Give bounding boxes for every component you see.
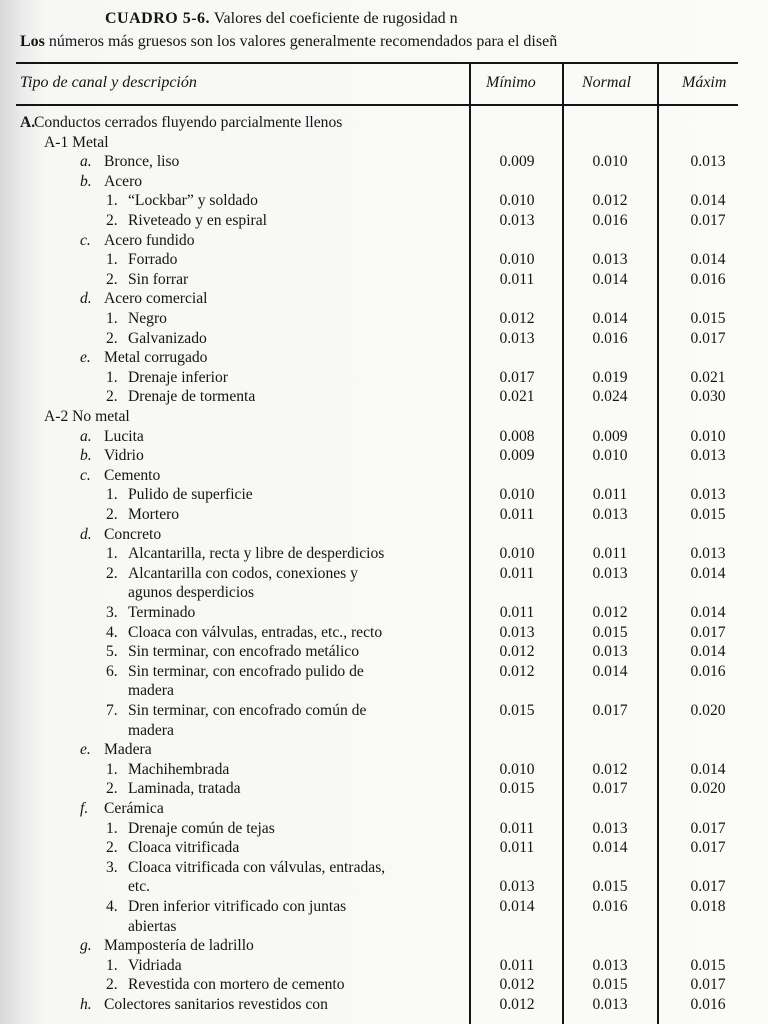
table-row xyxy=(0,505,768,525)
row-text: Drenaje común de tejas xyxy=(128,819,275,837)
header-top-rule xyxy=(16,62,738,64)
row-text: Conductos cerrados fluyendo parcialmente llenos xyxy=(34,114,343,131)
row-text: “Lockbar” y soldado xyxy=(128,192,258,210)
row-marker: h. xyxy=(80,996,92,1013)
row-description xyxy=(106,975,345,995)
value-max: 0.014 xyxy=(690,564,726,582)
table-row xyxy=(0,760,768,780)
row-marker: A. xyxy=(20,114,36,131)
row-marker: 1. xyxy=(106,760,118,778)
row-description xyxy=(106,897,346,917)
value-normal: 0.012 xyxy=(592,760,628,778)
row-marker: g. xyxy=(80,937,92,955)
row-marker: 2. xyxy=(106,329,118,347)
row-marker: 7. xyxy=(106,702,118,719)
row-description xyxy=(106,838,239,858)
row-marker: b. xyxy=(80,172,92,190)
row-description xyxy=(106,779,241,799)
table-row xyxy=(0,466,768,486)
row-description xyxy=(80,348,207,368)
row-marker: 2. xyxy=(106,976,118,994)
value-normal: 0.014 xyxy=(592,310,628,327)
row-marker: 3. xyxy=(106,858,118,876)
row-marker: a. xyxy=(80,427,92,445)
row-description xyxy=(106,701,366,721)
row-description xyxy=(106,211,267,231)
row-description xyxy=(106,858,385,878)
table-row xyxy=(0,211,768,231)
value-normal: 0.024 xyxy=(592,388,628,406)
value-max: 0.017 xyxy=(690,623,726,641)
row-marker: 1. xyxy=(106,192,118,210)
row-marker: b. xyxy=(80,447,92,465)
row-marker: 4. xyxy=(106,898,118,915)
value-normal: 0.013 xyxy=(592,819,628,837)
table-row xyxy=(0,701,768,721)
table-row xyxy=(0,348,768,368)
row-text: Revestida con mortero de cemento xyxy=(128,976,345,994)
value-normal: 0.015 xyxy=(592,976,628,994)
value-max: 0.010 xyxy=(690,427,726,445)
table-row xyxy=(0,525,768,545)
row-marker: e. xyxy=(80,741,91,759)
row-text: Acero comercial xyxy=(104,290,208,308)
value-max: 0.017 xyxy=(690,839,726,857)
table-row xyxy=(0,172,768,192)
value-normal: 0.014 xyxy=(592,839,628,857)
row-text: Acero fundido xyxy=(104,231,195,249)
table-row xyxy=(0,191,768,211)
value-min: 0.013 xyxy=(499,212,535,229)
value-normal: 0.019 xyxy=(592,368,628,386)
row-marker: d. xyxy=(80,290,92,308)
row-description xyxy=(80,152,179,172)
value-max: 0.020 xyxy=(690,780,726,798)
value-min: 0.011 xyxy=(499,839,535,857)
row-marker: 2. xyxy=(106,564,118,582)
row-description xyxy=(106,505,179,525)
row-description xyxy=(106,250,177,270)
table-row xyxy=(0,623,768,643)
value-max: 0.013 xyxy=(690,153,726,171)
row-marker: 4. xyxy=(106,623,118,641)
row-text: Laminada, tratada xyxy=(128,780,241,798)
value-max: 0.015 xyxy=(690,956,726,974)
table-row xyxy=(0,427,768,447)
table-row xyxy=(0,231,768,251)
table-row xyxy=(0,152,768,172)
value-max: 0.030 xyxy=(690,388,726,406)
row-marker: e. xyxy=(80,349,91,367)
row-description xyxy=(80,799,164,819)
row-description xyxy=(106,877,150,897)
table-row xyxy=(0,485,768,505)
table-row xyxy=(0,721,768,741)
row-description xyxy=(106,368,228,388)
row-text: Galvanizado xyxy=(128,329,207,347)
table-row xyxy=(0,936,768,956)
row-description xyxy=(106,309,167,329)
row-description xyxy=(106,387,255,407)
value-normal: 0.010 xyxy=(592,153,628,171)
value-normal: 0.013 xyxy=(592,996,628,1013)
row-text: Mortero xyxy=(128,506,180,523)
value-max: 0.013 xyxy=(690,486,726,504)
row-description xyxy=(106,760,229,780)
row-text: Cemento xyxy=(104,466,161,484)
table-title-text: Valores del coeficiente de rugosidad n xyxy=(213,10,458,27)
value-min: 0.011 xyxy=(499,956,535,974)
table-row xyxy=(0,270,768,290)
table-row xyxy=(0,917,768,937)
value-max: 0.017 xyxy=(690,329,726,347)
row-description xyxy=(80,231,195,251)
row-description xyxy=(106,662,364,682)
value-min: 0.010 xyxy=(499,192,535,210)
row-marker: c. xyxy=(80,231,91,249)
row-text: Cerámica xyxy=(104,800,164,817)
row-text: Alcantarilla con codos, conexiones y xyxy=(128,564,358,582)
column-header-min: Mínimo xyxy=(486,74,536,91)
row-description xyxy=(80,995,328,1015)
value-max: 0.014 xyxy=(690,760,726,778)
value-min: 0.011 xyxy=(499,564,535,582)
value-max: 0.017 xyxy=(690,212,726,229)
value-max: 0.014 xyxy=(690,192,726,210)
table-row xyxy=(0,113,768,133)
value-min: 0.009 xyxy=(499,153,535,171)
row-description xyxy=(80,427,144,447)
row-description xyxy=(106,721,174,741)
row-text: A-2 No metal xyxy=(44,408,130,425)
row-marker: c. xyxy=(80,466,91,484)
row-description xyxy=(80,740,152,760)
value-min: 0.010 xyxy=(499,760,535,778)
value-min: 0.011 xyxy=(499,604,535,621)
value-max: 0.014 xyxy=(690,251,726,269)
value-normal: 0.016 xyxy=(592,212,628,229)
value-max: 0.015 xyxy=(690,506,726,523)
row-description xyxy=(80,525,161,545)
row-marker: 1. xyxy=(106,486,118,504)
row-description xyxy=(106,583,254,603)
row-description xyxy=(106,485,253,505)
row-marker: 1. xyxy=(106,251,118,269)
row-text: Negro xyxy=(128,310,167,327)
row-marker: 2. xyxy=(106,506,118,523)
table-row xyxy=(0,662,768,682)
row-marker: 1. xyxy=(106,368,118,386)
row-text: Cloaca vitrificada con válvulas, entradas, xyxy=(128,858,386,876)
table-row xyxy=(0,544,768,564)
row-text: Sin terminar, con encofrado común de xyxy=(128,702,367,719)
table-row xyxy=(0,740,768,760)
value-min: 0.009 xyxy=(499,447,535,465)
value-normal: 0.011 xyxy=(592,545,628,563)
value-max: 0.017 xyxy=(690,878,726,896)
table-row xyxy=(0,309,768,329)
table-row xyxy=(0,819,768,839)
row-marker: 6. xyxy=(106,662,118,680)
row-text: Pulido de superficie xyxy=(128,486,253,504)
row-description xyxy=(106,642,359,662)
header-bottom-rule xyxy=(16,104,738,106)
row-text: Drenaje inferior xyxy=(128,368,229,386)
row-text: Machihembrada xyxy=(128,760,230,778)
row-description xyxy=(80,172,142,192)
row-text: Concreto xyxy=(104,525,162,543)
row-description xyxy=(106,544,384,564)
column-header-description: Tipo de canal y descripción xyxy=(20,74,197,91)
value-min: 0.015 xyxy=(499,780,535,798)
row-marker: f. xyxy=(80,800,89,817)
value-normal: 0.011 xyxy=(592,486,628,504)
table-row xyxy=(0,603,768,623)
row-text: etc. xyxy=(128,878,151,896)
row-description xyxy=(80,289,207,309)
value-max: 0.014 xyxy=(690,643,726,661)
table-row xyxy=(0,799,768,819)
value-min: 0.011 xyxy=(499,270,535,288)
row-marker: 2. xyxy=(106,212,118,229)
table-row xyxy=(0,289,768,309)
row-description xyxy=(20,113,342,133)
table-row xyxy=(0,250,768,270)
row-description xyxy=(106,917,177,937)
value-normal: 0.017 xyxy=(592,780,628,798)
row-text: Riveteado y en espiral xyxy=(128,212,267,229)
value-normal: 0.016 xyxy=(592,329,628,347)
value-min: 0.008 xyxy=(499,427,535,445)
subtitle-lead: Los xyxy=(20,33,45,50)
value-min: 0.011 xyxy=(499,819,535,837)
row-text: Metal corrugado xyxy=(104,349,208,367)
value-max: 0.016 xyxy=(690,662,726,680)
value-max: 0.013 xyxy=(690,545,726,563)
row-text: abiertas xyxy=(128,917,177,935)
value-min: 0.010 xyxy=(499,251,535,269)
value-min: 0.013 xyxy=(499,329,535,347)
table-row xyxy=(0,877,768,897)
value-min: 0.010 xyxy=(499,486,535,504)
value-min: 0.012 xyxy=(499,643,535,661)
value-normal: 0.014 xyxy=(592,270,628,288)
value-min: 0.012 xyxy=(499,996,535,1013)
value-normal: 0.012 xyxy=(592,604,628,621)
row-text: Madera xyxy=(104,741,152,759)
row-description xyxy=(106,956,182,976)
row-description xyxy=(106,681,174,701)
row-text: A-1 Metal xyxy=(44,133,109,151)
row-marker: 2. xyxy=(106,780,118,798)
value-min: 0.010 xyxy=(499,545,535,563)
column-header-max: Máxim xyxy=(682,74,727,91)
table-row xyxy=(0,897,768,917)
value-max: 0.020 xyxy=(690,702,726,719)
value-normal: 0.017 xyxy=(592,702,628,719)
row-text: Sin terminar, con encofrado metálico xyxy=(128,643,360,661)
table-row xyxy=(0,642,768,662)
value-max: 0.017 xyxy=(690,819,726,837)
value-min: 0.017 xyxy=(499,368,535,386)
row-text: Vidriada xyxy=(128,956,182,974)
value-normal: 0.013 xyxy=(592,506,628,523)
table-row xyxy=(0,564,768,584)
row-description xyxy=(106,329,207,349)
value-max: 0.017 xyxy=(690,976,726,994)
row-text: Lucita xyxy=(104,427,144,445)
value-min: 0.012 xyxy=(499,976,535,994)
row-description xyxy=(106,623,382,643)
table-row xyxy=(0,387,768,407)
row-description xyxy=(80,446,144,466)
table-row xyxy=(0,995,768,1015)
row-text: Sin terminar, con encofrado pulido de xyxy=(128,662,364,680)
row-text: Drenaje de tormenta xyxy=(128,388,256,406)
value-max: 0.016 xyxy=(690,270,726,288)
value-max: 0.018 xyxy=(690,898,726,915)
row-text: Terminado xyxy=(128,604,196,621)
table-row xyxy=(0,329,768,349)
value-max: 0.015 xyxy=(690,310,726,327)
row-text: agunos desperdicios xyxy=(128,584,255,602)
value-normal: 0.013 xyxy=(592,564,628,582)
value-min: 0.014 xyxy=(499,898,535,915)
table-number: CUADRO 5-6. xyxy=(105,10,211,27)
table-row xyxy=(0,368,768,388)
value-normal: 0.014 xyxy=(592,662,628,680)
row-text: madera xyxy=(128,682,174,700)
value-normal: 0.015 xyxy=(592,878,628,896)
table-row xyxy=(0,838,768,858)
value-normal: 0.009 xyxy=(592,427,628,445)
table-row xyxy=(0,956,768,976)
value-max: 0.016 xyxy=(690,996,726,1013)
row-marker: 3. xyxy=(106,604,118,621)
row-text: Alcantarilla, recta y libre de desperdicios xyxy=(128,545,385,563)
row-text: Bronce, liso xyxy=(104,153,180,171)
value-normal: 0.010 xyxy=(592,447,628,465)
value-min: 0.021 xyxy=(499,388,535,406)
row-marker: a. xyxy=(80,153,92,171)
value-normal: 0.013 xyxy=(592,251,628,269)
row-text: Forrado xyxy=(128,251,178,269)
table-row xyxy=(0,446,768,466)
value-normal: 0.013 xyxy=(592,956,628,974)
row-text: madera xyxy=(128,721,174,739)
row-text: Acero xyxy=(104,172,143,190)
row-description xyxy=(106,603,195,623)
value-normal: 0.015 xyxy=(592,623,628,641)
row-text: Sin forrar xyxy=(128,270,189,288)
row-description xyxy=(44,133,109,153)
row-description xyxy=(106,564,358,584)
table-row xyxy=(0,681,768,701)
subtitle-text: números más gruesos son los valores generalmente recomendados para el diseñ xyxy=(48,33,558,50)
table-row xyxy=(0,858,768,878)
row-text: Colectores sanitarios revestidos con xyxy=(104,996,328,1013)
row-description xyxy=(44,407,130,427)
row-marker: 2. xyxy=(106,388,118,406)
row-text: Vidrio xyxy=(104,447,144,465)
row-marker: 2. xyxy=(106,839,118,857)
row-description xyxy=(106,819,275,839)
row-text: Dren inferior vitrificado con juntas xyxy=(128,898,347,915)
table-title xyxy=(105,10,458,28)
table-row xyxy=(0,407,768,427)
row-marker: 1. xyxy=(106,545,118,563)
row-text: Cloaca vitrificada xyxy=(128,839,240,857)
table-row xyxy=(0,583,768,603)
value-max: 0.013 xyxy=(690,447,726,465)
value-normal: 0.016 xyxy=(592,898,628,915)
value-min: 0.012 xyxy=(499,310,535,327)
column-header-normal: Normal xyxy=(582,74,631,91)
value-min: 0.013 xyxy=(499,623,535,641)
row-marker: 1. xyxy=(106,819,118,837)
table-subtitle xyxy=(20,33,740,51)
row-text: Cloaca con válvulas, entradas, etc., recto xyxy=(128,623,383,641)
row-marker: 1. xyxy=(106,310,118,327)
value-max: 0.014 xyxy=(690,604,726,621)
value-min: 0.013 xyxy=(499,878,535,896)
value-min: 0.011 xyxy=(499,506,535,523)
value-max: 0.021 xyxy=(690,368,726,386)
table-row xyxy=(0,133,768,153)
table-row xyxy=(0,975,768,995)
row-text: Mampostería de ladrillo xyxy=(104,937,254,955)
row-description xyxy=(106,191,258,211)
row-marker: 5. xyxy=(106,643,118,661)
value-min: 0.015 xyxy=(499,702,535,719)
value-min: 0.012 xyxy=(499,662,535,680)
row-marker: 1. xyxy=(106,956,118,974)
row-description xyxy=(80,466,160,486)
value-normal: 0.013 xyxy=(592,643,628,661)
row-marker: d. xyxy=(80,525,92,543)
value-normal: 0.012 xyxy=(592,192,628,210)
row-description xyxy=(106,270,188,290)
row-description xyxy=(80,936,254,956)
row-marker: 2. xyxy=(106,270,118,288)
table-row xyxy=(0,779,768,799)
